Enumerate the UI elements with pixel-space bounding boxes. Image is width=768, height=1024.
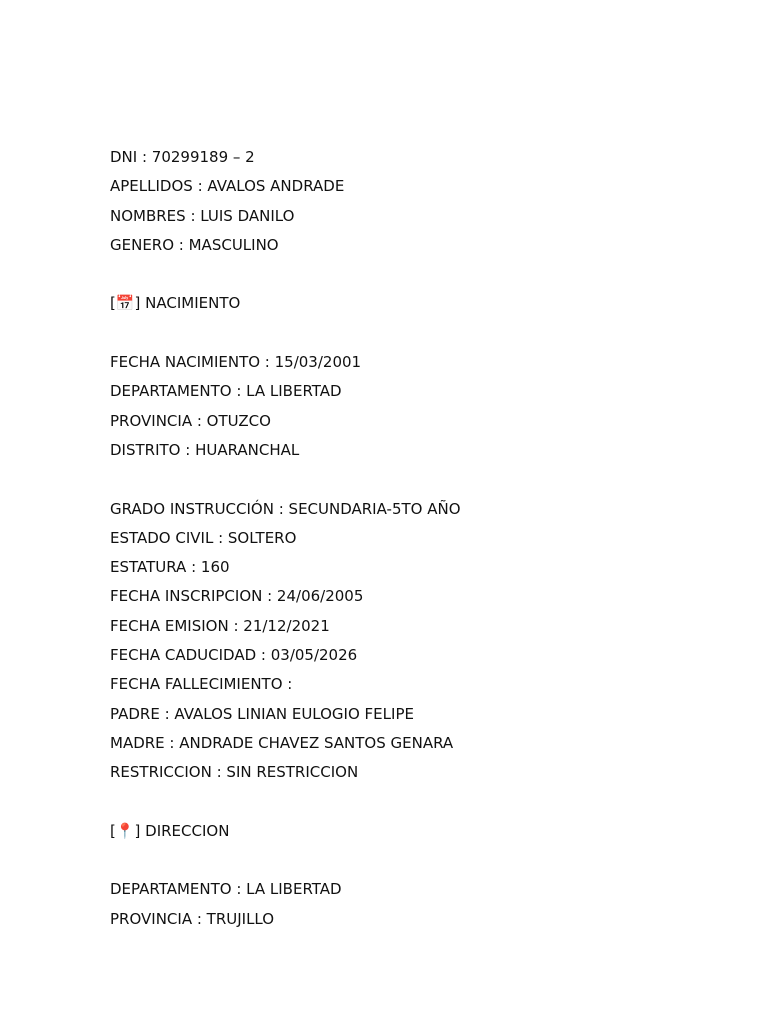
spacer xyxy=(110,260,730,289)
fecha-inscripcion-line: FECHA INSCRIPCION : 24/06/2005 xyxy=(110,587,364,606)
dni-line: DNI : 70299189 – 2 xyxy=(110,148,255,166)
fecha-caducidad-line: FECHA CADUCIDAD : 03/05/2026 xyxy=(110,646,358,665)
fecha-nacimiento-line: FECHA NACIMIENTO : 15/03/2001 xyxy=(110,353,362,372)
fecha-emision-line: FECHA EMISION : 21/12/2021 xyxy=(110,616,330,635)
nacimiento-heading: [📅] NACIMIENTO xyxy=(110,294,241,313)
spacer xyxy=(110,788,730,817)
genero-line: GENERO : MASCULINO xyxy=(110,235,279,254)
spacer xyxy=(110,465,730,494)
estatura-line: ESTATURA : 160 xyxy=(110,558,230,577)
provincia-direccion-line: PROVINCIA : TRUJILLO xyxy=(110,909,275,928)
departamento-nacimiento-line: DEPARTAMENTO : LA LIBERTAD xyxy=(110,382,342,401)
document-body xyxy=(110,143,730,934)
provincia-nacimiento-line: PROVINCIA : OTUZCO xyxy=(110,411,271,430)
madre-line: MADRE : ANDRADE CHAVEZ SANTOS GENARA xyxy=(110,733,454,752)
nombres-line: NOMBRES : LUIS DANILO xyxy=(110,206,295,225)
spacer xyxy=(110,319,730,348)
estado-civil-line: ESTADO CIVIL : SOLTERO xyxy=(110,528,297,547)
distrito-nacimiento-line: DISTRITO : HUARANCHAL xyxy=(110,440,300,459)
direccion-heading: [📍] DIRECCION xyxy=(110,821,230,840)
departamento-direccion-line: DEPARTAMENTO : LA LIBERTAD xyxy=(110,880,342,899)
fecha-fallecimiento-line: FECHA FALLECIMIENTO : xyxy=(110,675,293,694)
restriccion-line: RESTRICCION : SIN RESTRICCION xyxy=(110,763,359,782)
spacer xyxy=(110,846,730,875)
padre-line: PADRE : AVALOS LINIAN EULOGIO FELIPE xyxy=(110,704,414,723)
grado-instruccion-line: GRADO INSTRUCCIÓN : SECUNDARIA-5TO AÑO xyxy=(110,499,461,518)
apellidos-line: APELLIDOS : AVALOS ANDRADE xyxy=(110,177,345,196)
